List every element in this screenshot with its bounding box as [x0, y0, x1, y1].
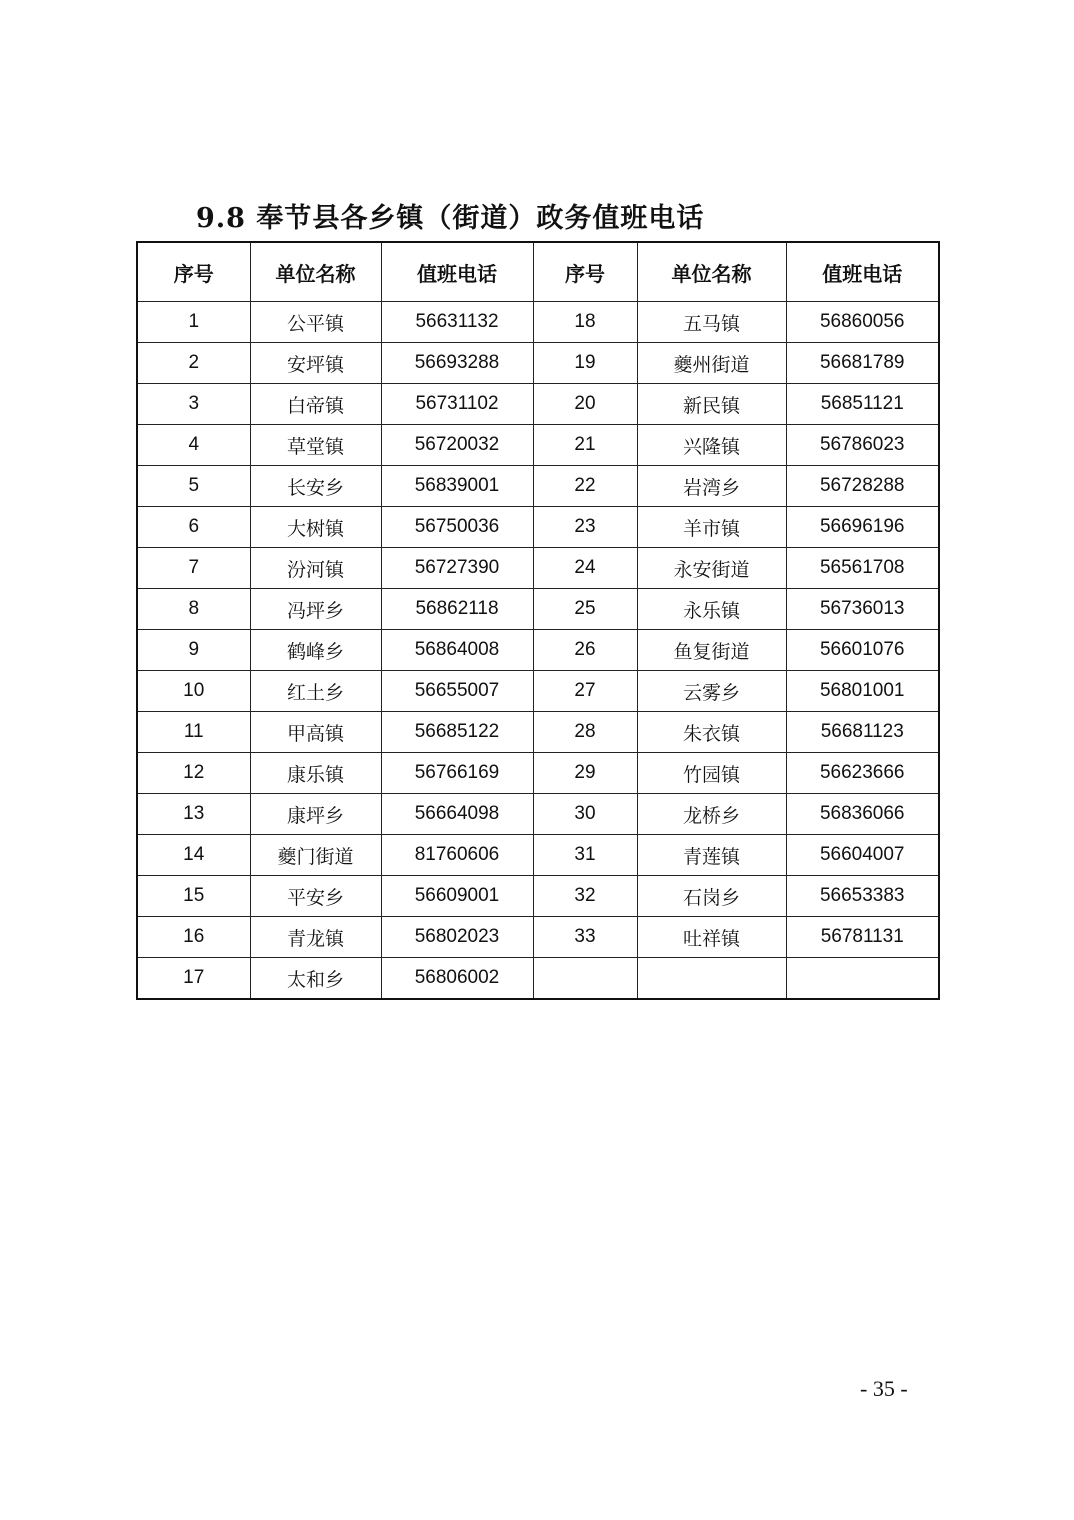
cell-index: 22 [533, 466, 637, 507]
cell-index: 7 [137, 548, 250, 589]
cell-unit-name: 夔州街道 [637, 343, 786, 384]
cell-unit-name: 竹园镇 [637, 753, 786, 794]
cell-unit-name: 鱼复街道 [637, 630, 786, 671]
cell-index: 12 [137, 753, 250, 794]
cell-index: 16 [137, 917, 250, 958]
table-row [137, 507, 939, 548]
cell-index: 11 [137, 712, 250, 753]
cell-index: 33 [533, 917, 637, 958]
table-row [137, 630, 939, 671]
cell-unit-name: 岩湾乡 [637, 466, 786, 507]
cell-unit-name: 长安乡 [250, 466, 381, 507]
cell-index: 31 [533, 835, 637, 876]
cell-index: 23 [533, 507, 637, 548]
cell-phone: 56736013 [786, 589, 939, 630]
cell-phone: 56860056 [786, 302, 939, 343]
cell-index: 17 [137, 958, 250, 1000]
cell-phone: 56864008 [381, 630, 533, 671]
cell-unit-name: 永安街道 [637, 548, 786, 589]
cell-phone: 56801001 [786, 671, 939, 712]
cell-unit-name: 新民镇 [637, 384, 786, 425]
header-unit-name-right: 单位名称 [637, 242, 786, 302]
page-number: - 35 - [860, 1376, 908, 1401]
cell-index: 5 [137, 466, 250, 507]
cell-phone: 56806002 [381, 958, 533, 1000]
cell-phone: 56720032 [381, 425, 533, 466]
table-row [137, 302, 939, 343]
cell-phone: 56836066 [786, 794, 939, 835]
header-index-right: 序号 [533, 242, 637, 302]
cell-index: 8 [137, 589, 250, 630]
cell-phone [786, 958, 939, 1000]
cell-index: 4 [137, 425, 250, 466]
table-row [137, 466, 939, 507]
cell-unit-name: 冯坪乡 [250, 589, 381, 630]
page-title: 9.8 奉节县各乡镇（街道）政务值班电话 [196, 203, 705, 234]
cell-index: 13 [137, 794, 250, 835]
cell-index: 21 [533, 425, 637, 466]
cell-unit-name: 龙桥乡 [637, 794, 786, 835]
table-row [137, 753, 939, 794]
cell-unit-name: 兴隆镇 [637, 425, 786, 466]
cell-unit-name: 康坪乡 [250, 794, 381, 835]
cell-phone: 56631132 [381, 302, 533, 343]
cell-index: 18 [533, 302, 637, 343]
cell-unit-name: 白帝镇 [250, 384, 381, 425]
table-row [137, 917, 939, 958]
cell-phone: 56766169 [381, 753, 533, 794]
cell-unit-name: 青龙镇 [250, 917, 381, 958]
cell-phone: 56862118 [381, 589, 533, 630]
cell-index: 3 [137, 384, 250, 425]
cell-unit-name: 平安乡 [250, 876, 381, 917]
cell-phone: 56604007 [786, 835, 939, 876]
cell-phone: 56696196 [786, 507, 939, 548]
cell-phone: 56655007 [381, 671, 533, 712]
table-row [137, 548, 939, 589]
cell-index: 20 [533, 384, 637, 425]
table-row [137, 589, 939, 630]
cell-index: 25 [533, 589, 637, 630]
cell-phone: 56693288 [381, 343, 533, 384]
cell-index [533, 958, 637, 1000]
cell-phone: 56781131 [786, 917, 939, 958]
cell-unit-name: 五马镇 [637, 302, 786, 343]
cell-index: 19 [533, 343, 637, 384]
table-row [137, 384, 939, 425]
cell-unit-name: 鹤峰乡 [250, 630, 381, 671]
cell-unit-name: 青莲镇 [637, 835, 786, 876]
cell-index: 15 [137, 876, 250, 917]
cell-index: 14 [137, 835, 250, 876]
cell-index: 9 [137, 630, 250, 671]
header-phone-left: 值班电话 [381, 242, 533, 302]
cell-phone: 56851121 [786, 384, 939, 425]
table-row [137, 671, 939, 712]
cell-unit-name: 朱衣镇 [637, 712, 786, 753]
cell-phone: 56839001 [381, 466, 533, 507]
header-phone-right: 值班电话 [786, 242, 939, 302]
cell-unit-name: 云雾乡 [637, 671, 786, 712]
cell-unit-name: 公平镇 [250, 302, 381, 343]
cell-phone: 56681123 [786, 712, 939, 753]
cell-index: 1 [137, 302, 250, 343]
cell-index: 27 [533, 671, 637, 712]
cell-phone: 56802023 [381, 917, 533, 958]
duty-phone-table [136, 241, 940, 1000]
cell-unit-name: 夔门街道 [250, 835, 381, 876]
cell-phone: 56731102 [381, 384, 533, 425]
cell-phone: 56727390 [381, 548, 533, 589]
cell-unit-name: 大树镇 [250, 507, 381, 548]
cell-unit-name: 羊市镇 [637, 507, 786, 548]
header-index-left: 序号 [137, 242, 250, 302]
cell-unit-name: 红土乡 [250, 671, 381, 712]
cell-phone: 56750036 [381, 507, 533, 548]
table-body [137, 302, 939, 1000]
cell-phone: 56728288 [786, 466, 939, 507]
cell-phone: 56653383 [786, 876, 939, 917]
table-row [137, 425, 939, 466]
header-unit-name-left: 单位名称 [250, 242, 381, 302]
table-row [137, 876, 939, 917]
cell-unit-name: 汾河镇 [250, 548, 381, 589]
cell-index: 24 [533, 548, 637, 589]
table-row [137, 343, 939, 384]
cell-unit-name: 草堂镇 [250, 425, 381, 466]
cell-index: 30 [533, 794, 637, 835]
cell-phone: 56601076 [786, 630, 939, 671]
cell-index: 6 [137, 507, 250, 548]
cell-index: 10 [137, 671, 250, 712]
cell-phone: 56609001 [381, 876, 533, 917]
table-row [137, 794, 939, 835]
cell-phone: 56786023 [786, 425, 939, 466]
cell-unit-name: 太和乡 [250, 958, 381, 1000]
cell-index: 32 [533, 876, 637, 917]
cell-index: 28 [533, 712, 637, 753]
cell-unit-name: 吐祥镇 [637, 917, 786, 958]
table-row [137, 712, 939, 753]
cell-index: 2 [137, 343, 250, 384]
cell-unit-name: 安坪镇 [250, 343, 381, 384]
cell-phone: 56681789 [786, 343, 939, 384]
cell-phone: 56623666 [786, 753, 939, 794]
cell-phone: 81760606 [381, 835, 533, 876]
cell-phone: 56685122 [381, 712, 533, 753]
cell-index: 26 [533, 630, 637, 671]
cell-unit-name [637, 958, 786, 1000]
cell-unit-name: 康乐镇 [250, 753, 381, 794]
cell-unit-name: 甲高镇 [250, 712, 381, 753]
table-row [137, 835, 939, 876]
cell-unit-name: 永乐镇 [637, 589, 786, 630]
table-header-row [137, 242, 939, 302]
cell-phone: 56664098 [381, 794, 533, 835]
cell-unit-name: 石岗乡 [637, 876, 786, 917]
cell-phone: 56561708 [786, 548, 939, 589]
table-row [137, 958, 939, 1000]
cell-index: 29 [533, 753, 637, 794]
